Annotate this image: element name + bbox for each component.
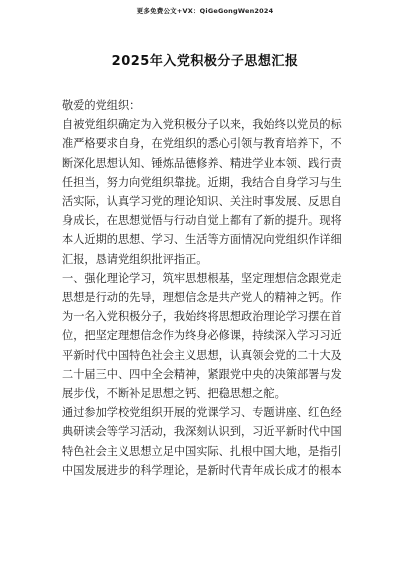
text-line: 中国发展进步的科学理论，是新时代青年成长成才的根本 [62, 463, 342, 477]
document-body [62, 96, 354, 480]
promo-banner: 更多免费公文+VX：QiGeGongWen2024 [136, 7, 274, 15]
text-line: 准严格要求自身，在党组织的悉心引领与教育培养下，不 [62, 137, 342, 151]
section-heading: 一、强化理论学习，筑牢思想根基，坚定理想信念跟党走 [62, 271, 342, 285]
text-line: 展步伐，不断补足思想之钙、把稳思想之舵。 [62, 387, 286, 401]
text-line: 活实际，认真学习党的理论知识、关注时事发展、反思自 [62, 195, 342, 209]
text-line: 汇报，恳请党组织批评指正。 [62, 252, 208, 266]
text-line: 身成长，在思想觉悟与行动自觉上都有了新的提升。现将 [62, 214, 342, 228]
text-line: 位，把坚定理想信念作为终身必修课，持续深入学习习近 [62, 329, 342, 343]
text-line: 特色社会主义思想立足中国实际、扎根中国大地，是指引 [62, 444, 342, 458]
paragraph-intro [62, 96, 354, 269]
document-title: 2025年入党积极分子思想汇报 [111, 54, 299, 69]
paragraph-section-one [62, 269, 354, 403]
text-line: 断深化思想认知、锤炼品德修养、精进学业本领、践行责 [62, 156, 342, 170]
text-line: 平新时代中国特色社会主义思想，认真领会党的二十大及 [62, 348, 342, 362]
paragraph-study [62, 403, 354, 480]
text-line: 思想是行动的先导，理想信念是共产党人的精神之钙。作 [62, 291, 342, 305]
text-line: 为一名入党积极分子，我始终将思想政治理论学习摆在首 [62, 310, 342, 324]
text-line: 典研读会等学习活动，我深刻认识到，习近平新时代中国 [62, 425, 342, 439]
text-line: 本人近期的思想、学习、生活等方面情况向党组织作详细 [62, 233, 342, 247]
text-line: 任担当，努力向党组织靠拢。近期，我结合自身学习与生 [62, 175, 342, 189]
text-line: 敬爱的党组织： [62, 99, 141, 112]
text-line: 通过参加学校党组织开展的党课学习、专题讲座、红色经 [62, 406, 342, 420]
text-line: 二十届三中、四中全会精神，紧跟党中央的决策部署与发 [62, 367, 342, 381]
text-line: 自被党组织确定为入党积极分子以来，我始终以党员的标 [62, 118, 342, 132]
